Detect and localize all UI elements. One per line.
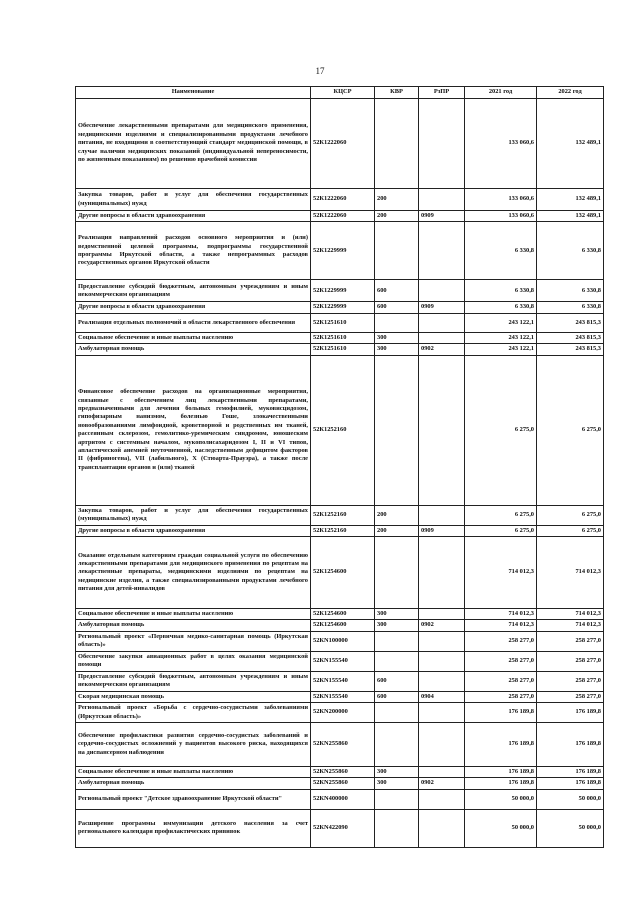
table-row [76, 767, 604, 778]
table-row [76, 222, 604, 280]
row-amount-2021: 243 122,1 [465, 313, 537, 332]
row-name: Социальное обеспечение и иные выплаты населению [76, 767, 311, 778]
row-amount-2022: 132 489,1 [537, 211, 604, 222]
row-kcsr: 52К1254600 [311, 620, 375, 631]
row-amount-2022: 243 815,3 [537, 332, 604, 343]
header-2022: 2022 год [537, 87, 604, 99]
row-kvr [375, 809, 419, 847]
row-name: Расширение программы иммунизации детского населения за счет регионального календаря профилактических прививок [76, 809, 311, 847]
header-kcsr: КЦСР [311, 87, 375, 99]
row-amount-2022: 258 277,0 [537, 691, 604, 702]
row-kvr [375, 99, 419, 189]
row-name: Скорая медицинская помощь [76, 691, 311, 702]
row-kvr [375, 703, 419, 723]
row-name: Обеспечение закупки авиационных работ в целях оказания медицинской помощи [76, 651, 311, 671]
table-row [76, 620, 604, 631]
row-rzpr [419, 313, 465, 332]
table-row [76, 651, 604, 671]
row-amount-2022: 6 330,8 [537, 280, 604, 302]
row-kvr [375, 723, 419, 767]
row-rzpr: 0902 [419, 620, 465, 631]
row-name: Другие вопросы в области здравоохранения [76, 211, 311, 222]
row-kvr: 600 [375, 302, 419, 313]
row-amount-2021: 258 277,0 [465, 671, 537, 691]
row-kcsr: 52К1229999 [311, 222, 375, 280]
table-header-row [76, 87, 604, 99]
row-name: Амбулаторная помощь [76, 344, 311, 355]
row-amount-2021: 176 189,8 [465, 767, 537, 778]
row-name: Закупка товаров, работ и услуг для обеспечения государственных (муниципальных) нужд [76, 505, 311, 525]
row-kvr: 200 [375, 189, 419, 211]
row-kvr: 200 [375, 211, 419, 222]
budget-table [75, 86, 604, 848]
row-amount-2021: 133 060,6 [465, 189, 537, 211]
row-name: Региональный проект "Детское здравоохранение Иркутской области" [76, 789, 311, 809]
row-kcsr: 52КN422090 [311, 809, 375, 847]
row-kvr: 200 [375, 525, 419, 536]
row-amount-2021: 176 189,8 [465, 703, 537, 723]
table-row [76, 778, 604, 789]
table-row [76, 280, 604, 302]
row-kvr [375, 537, 419, 609]
row-amount-2022: 176 189,8 [537, 778, 604, 789]
table-row [76, 609, 604, 620]
row-rzpr: 0902 [419, 778, 465, 789]
row-rzpr [419, 280, 465, 302]
row-name: Региональный проект «Первичная медико-санитарная помощь (Иркутская область)» [76, 631, 311, 651]
row-name: Другие вопросы в области здравоохранения [76, 525, 311, 536]
header-kvr: КВР [375, 87, 419, 99]
row-kvr [375, 313, 419, 332]
row-kcsr: 52К1252160 [311, 525, 375, 536]
row-kcsr: 52КN400000 [311, 789, 375, 809]
row-kcsr: 52КN255860 [311, 767, 375, 778]
row-kcsr: 52К1252160 [311, 505, 375, 525]
row-name: Обеспечение профилактики развития сердечно-сосудистых заболеваний и сердечно-сосудистых осложнений у пациентов высокого риска, находящихся на диспансерном наблюдении [76, 723, 311, 767]
row-rzpr [419, 723, 465, 767]
row-kcsr: 52К1251610 [311, 313, 375, 332]
row-rzpr: 0902 [419, 344, 465, 355]
row-name: Амбулаторная помощь [76, 778, 311, 789]
row-kcsr: 52КN255860 [311, 723, 375, 767]
row-name: Региональный проект «Борьба с сердечно-сосудистыми заболеваниями (Иркутская область)» [76, 703, 311, 723]
table-row [76, 189, 604, 211]
row-rzpr [419, 651, 465, 671]
table-row [76, 789, 604, 809]
row-amount-2022: 6 275,0 [537, 505, 604, 525]
row-kcsr: 52К1222060 [311, 99, 375, 189]
row-kcsr: 52К1229999 [311, 302, 375, 313]
row-kcsr: 52КN200000 [311, 703, 375, 723]
row-amount-2022: 6 330,8 [537, 302, 604, 313]
row-kvr: 300 [375, 332, 419, 343]
row-name: Оказание отдельным категориям граждан социальной услуги по обеспечению лекарственными препаратами для медицинского применения по рецептам на лекарственные препараты, медицинскими изделиями по рецептам на медицинские изделия, а также специализированными продуктами лечебного питания для детей-инвалидов [76, 537, 311, 609]
row-kvr: 300 [375, 767, 419, 778]
table-row [76, 525, 604, 536]
row-kvr: 600 [375, 671, 419, 691]
row-kcsr: 52КN255860 [311, 778, 375, 789]
table-row [76, 691, 604, 702]
row-kcsr: 52КN100000 [311, 631, 375, 651]
row-amount-2022: 176 189,8 [537, 703, 604, 723]
table-row [76, 313, 604, 332]
row-rzpr [419, 222, 465, 280]
row-amount-2022: 258 277,0 [537, 631, 604, 651]
row-kcsr: 52К1251610 [311, 332, 375, 343]
row-name: Обеспечение лекарственными препаратами для медицинского применения, медицинскими изделиями и специализированными продуктами лечебного питания, не входящими в соответствующий стандарт медицинской помощи, в случае наличия медицинских показаний (индивидуальной непереносимости, по жизненным показаниям) по решению врачебной комиссии [76, 99, 311, 189]
row-name: Социальное обеспечение и иные выплаты населению [76, 332, 311, 343]
row-kcsr: 52К1254600 [311, 537, 375, 609]
row-name: Другие вопросы в области здравоохранения [76, 302, 311, 313]
row-kcsr: 52КN155540 [311, 651, 375, 671]
row-amount-2021: 50 000,0 [465, 789, 537, 809]
row-amount-2021: 6 275,0 [465, 505, 537, 525]
row-amount-2022: 176 189,8 [537, 723, 604, 767]
table-row [76, 809, 604, 847]
header-name: Наименование [76, 87, 311, 99]
row-amount-2021: 133 060,6 [465, 99, 537, 189]
row-name: Реализация направлений расходов основного мероприятия и (или) ведомственной целевой программы, подпрограммы государственной программы Иркутской области, а также непрограммных расходов государственных органов Иркутской области [76, 222, 311, 280]
row-kvr: 200 [375, 505, 419, 525]
row-name: Амбулаторная помощь [76, 620, 311, 631]
row-amount-2022: 132 489,1 [537, 99, 604, 189]
row-amount-2022: 258 277,0 [537, 651, 604, 671]
row-name: Финансовое обеспечение расходов на организационные мероприятия, связанные с обеспечением лиц лекарственными препаратами, предназначенными для лечения больных гемофилией, муковисцидозом, гипофизарным нанизмом, болезнью Гоше, злокачественными новообразованиями лимфоидной, кроветворной и родственных им тканей, рассеянным склерозом, гемолитико-уремическим синдромом, юношеским артритом с системным началом, мукополисахаридозом I, II и VI типов, апластической анемией неуточненной, наследственным дефицитом факторов II (фибриногена), VII (лабильного), X (Стюарта-Прауэра), а также после трансплантации органов и (или) тканей [76, 355, 311, 505]
header-rzpr: РзПР [419, 87, 465, 99]
row-rzpr: 0909 [419, 525, 465, 536]
row-kcsr: 52К1251610 [311, 344, 375, 355]
row-name: Социальное обеспечение и иные выплаты населению [76, 609, 311, 620]
row-name: Закупка товаров, работ и услуг для обеспечения государственных (муниципальных) нужд [76, 189, 311, 211]
row-amount-2021: 258 277,0 [465, 631, 537, 651]
row-amount-2021: 6 275,0 [465, 355, 537, 505]
row-rzpr [419, 703, 465, 723]
row-amount-2022: 714 012,3 [537, 537, 604, 609]
row-kvr [375, 789, 419, 809]
row-amount-2022: 714 012,3 [537, 609, 604, 620]
row-amount-2022: 176 189,8 [537, 767, 604, 778]
row-amount-2021: 714 012,3 [465, 537, 537, 609]
row-rzpr [419, 99, 465, 189]
row-name: Предоставление субсидий бюджетным, автономным учреждениям и иным некоммерческим организациям [76, 671, 311, 691]
row-amount-2021: 243 122,1 [465, 344, 537, 355]
row-kcsr: 52К1252160 [311, 355, 375, 505]
table-row [76, 723, 604, 767]
row-amount-2022: 50 000,0 [537, 809, 604, 847]
row-kvr [375, 355, 419, 505]
row-rzpr: 0909 [419, 211, 465, 222]
row-rzpr [419, 189, 465, 211]
row-kcsr: 52КN155540 [311, 691, 375, 702]
row-amount-2021: 50 000,0 [465, 809, 537, 847]
row-kcsr: 52К1254600 [311, 609, 375, 620]
row-kcsr: 52К1229999 [311, 280, 375, 302]
row-rzpr [419, 671, 465, 691]
table-row [76, 332, 604, 343]
row-kvr [375, 222, 419, 280]
row-amount-2021: 133 060,6 [465, 211, 537, 222]
row-rzpr [419, 355, 465, 505]
row-rzpr [419, 631, 465, 651]
row-amount-2021: 6 275,0 [465, 525, 537, 536]
page-number: 17 [315, 66, 325, 76]
table-row [76, 537, 604, 609]
row-amount-2022: 714 012,3 [537, 620, 604, 631]
row-kcsr: 52К1222060 [311, 189, 375, 211]
table-row [76, 703, 604, 723]
row-kvr: 300 [375, 778, 419, 789]
table-row [76, 505, 604, 525]
row-rzpr: 0909 [419, 302, 465, 313]
table-row [76, 99, 604, 189]
table-row [76, 671, 604, 691]
row-rzpr [419, 332, 465, 343]
row-amount-2022: 6 275,0 [537, 525, 604, 536]
row-amount-2022: 258 277,0 [537, 671, 604, 691]
header-2021: 2021 год [465, 87, 537, 99]
row-amount-2022: 6 275,0 [537, 355, 604, 505]
row-kvr: 600 [375, 280, 419, 302]
row-amount-2021: 714 012,3 [465, 609, 537, 620]
table-row [76, 631, 604, 651]
row-rzpr [419, 789, 465, 809]
row-amount-2022: 243 815,3 [537, 313, 604, 332]
row-kvr: 300 [375, 620, 419, 631]
row-kcsr: 52К1222060 [311, 211, 375, 222]
row-amount-2021: 176 189,8 [465, 723, 537, 767]
row-amount-2022: 6 330,8 [537, 222, 604, 280]
row-amount-2021: 6 330,8 [465, 280, 537, 302]
row-rzpr [419, 505, 465, 525]
row-amount-2022: 50 000,0 [537, 789, 604, 809]
table-row [76, 302, 604, 313]
row-amount-2021: 258 277,0 [465, 651, 537, 671]
row-amount-2021: 176 189,8 [465, 778, 537, 789]
row-amount-2021: 6 330,8 [465, 302, 537, 313]
table-row [76, 211, 604, 222]
table-body [76, 99, 604, 848]
row-rzpr [419, 767, 465, 778]
row-kvr: 300 [375, 609, 419, 620]
table-row [76, 344, 604, 355]
row-amount-2022: 132 489,1 [537, 189, 604, 211]
row-kvr [375, 651, 419, 671]
row-amount-2021: 258 277,0 [465, 691, 537, 702]
row-rzpr [419, 609, 465, 620]
row-name: Предоставление субсидий бюджетным, автономным учреждениям и иным некоммерческим организациям [76, 280, 311, 302]
row-rzpr: 0904 [419, 691, 465, 702]
row-name: Реализация отдельных полномочий в области лекарственного обеспечения [76, 313, 311, 332]
row-kvr: 300 [375, 344, 419, 355]
row-rzpr [419, 537, 465, 609]
row-kvr: 600 [375, 691, 419, 702]
row-kcsr: 52КN155540 [311, 671, 375, 691]
row-rzpr [419, 809, 465, 847]
row-amount-2021: 714 012,3 [465, 620, 537, 631]
row-amount-2021: 6 330,8 [465, 222, 537, 280]
row-amount-2021: 243 122,1 [465, 332, 537, 343]
table-row [76, 355, 604, 505]
row-amount-2022: 243 815,3 [537, 344, 604, 355]
row-kvr [375, 631, 419, 651]
